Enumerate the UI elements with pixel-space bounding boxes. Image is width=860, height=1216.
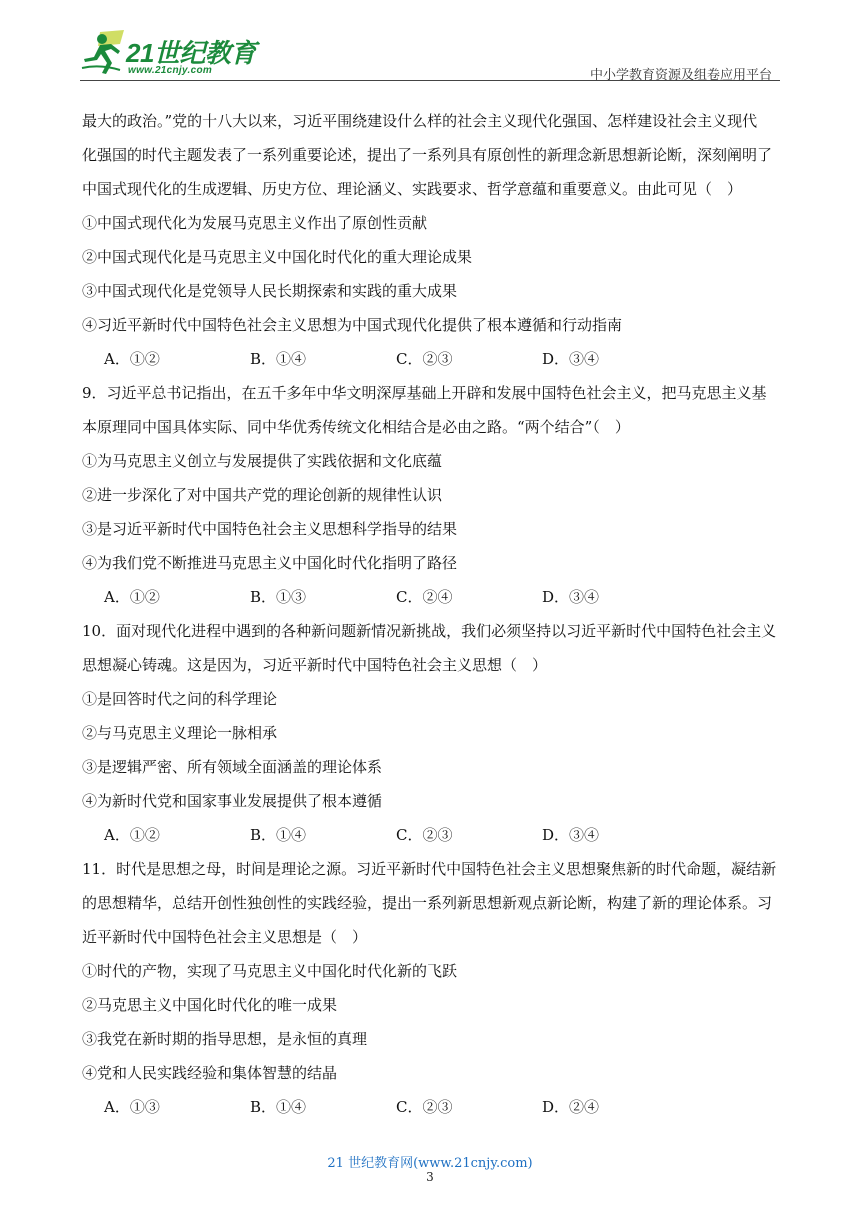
statement: ③是习近平新时代中国特色社会主义思想科学指导的结果 <box>82 520 458 538</box>
question-11 <box>82 852 782 1124</box>
statement: ④为新时代党和国家事业发展提供了根本遵循 <box>82 792 383 810</box>
stem-line: 思想凝心铸魂。这是因为，习近平新时代中国特色社会主义思想（ ） <box>82 656 548 674</box>
logo <box>80 30 256 76</box>
answer-options <box>82 818 782 852</box>
statement: ②进一步深化了对中国共产党的理论创新的规律性认识 <box>82 486 443 504</box>
option-b: B．①④ <box>250 826 307 844</box>
runner-logo-icon <box>80 30 128 76</box>
page-header <box>80 30 780 82</box>
option-d: D．③④ <box>542 826 600 844</box>
logo-url: www.21cnjy.com <box>128 65 213 76</box>
option-c: C．②④ <box>396 588 453 606</box>
stem-line: 的思想精华，总结开创性独创性的实践经验，提出一系列新思想新观点新论断，构建了新的理论体系。习 <box>82 894 773 912</box>
page-number: 3 <box>426 1170 434 1184</box>
answer-options <box>82 1090 782 1124</box>
question-10 <box>82 614 782 852</box>
stem-line: 9．习近平总书记指出，在五千多年中华文明深厚基础上开辟和发展中国特色社会主义，把马克思主义基 <box>82 384 767 402</box>
logo-text: 21世纪教育 <box>126 38 256 68</box>
statement: ②中国式现代化是马克思主义中国化时代化的重大理论成果 <box>82 248 473 266</box>
option-b: B．①④ <box>250 1098 307 1116</box>
statement: ①是回答时代之问的科学理论 <box>82 690 278 708</box>
statement: ①中国式现代化为发展马克思主义作出了原创性贡献 <box>82 214 428 232</box>
option-c: C．②③ <box>396 826 453 844</box>
option-b: B．①③ <box>250 588 307 606</box>
option-d: D．③④ <box>542 588 600 606</box>
option-d: D．②④ <box>542 1098 600 1116</box>
header-divider <box>80 80 780 81</box>
stem-line: 中国式现代化的生成逻辑、历史方位、理论涵义、实践要求、哲学意蕴和重要意义。由此可见（ ） <box>82 180 743 198</box>
option-c: C．②③ <box>396 350 453 368</box>
statement: ④党和人民实践经验和集体智慧的结晶 <box>82 1064 338 1082</box>
option-a: A．①② <box>104 826 160 844</box>
question-9 <box>82 376 782 614</box>
stem-line: 最大的政治。”党的十八大以来，习近平围绕建设什么样的社会主义现代化强国、怎样建设社会主义现代 <box>82 112 758 130</box>
document-body <box>82 104 782 1124</box>
answer-options <box>82 580 782 614</box>
platform-name: 中小学教育资源及组卷应用平台 <box>589 68 772 83</box>
stem-line: 本原理同中国具体实际、同中华优秀传统文化相结合是必由之路。“两个结合”（ ） <box>82 418 630 436</box>
footer-source-link[interactable]: 21 世纪教育网(www.21cnjy.com) <box>327 1156 533 1171</box>
option-d: D．③④ <box>542 350 600 368</box>
statement: ②与马克思主义理论一脉相承 <box>82 724 278 742</box>
answer-options <box>82 342 782 376</box>
option-a: A．①③ <box>104 1098 160 1116</box>
statement: ③是逻辑严密、所有领域全面涵盖的理论体系 <box>82 758 383 776</box>
statement: ③中国式现代化是党领导人民长期探索和实践的重大成果 <box>82 282 458 300</box>
statement: ②马克思主义中国化时代化的唯一成果 <box>82 996 338 1014</box>
stem-line: 11．时代是思想之母，时间是理论之源。习近平新时代中国特色社会主义思想聚焦新的时代命题，凝结新 <box>82 860 777 878</box>
option-a: A．①② <box>104 350 160 368</box>
statement: ③我党在新时期的指导思想，是永恒的真理 <box>82 1030 368 1048</box>
statement: ④为我们党不断推进马克思主义中国化时代化指明了路径 <box>82 554 458 572</box>
question-8-continued <box>82 104 782 376</box>
statement: ④习近平新时代中国特色社会主义思想为中国式现代化提供了根本遵循和行动指南 <box>82 316 623 334</box>
stem-line: 化强国的时代主题发表了一系列重要论述，提出了一系列具有原创性的新理念新思想新论断，深刻阐明了 <box>82 146 773 164</box>
option-a: A．①② <box>104 588 160 606</box>
option-b: B．①④ <box>250 350 307 368</box>
statement: ①为马克思主义创立与发展提供了实践依据和文化底蕴 <box>82 452 443 470</box>
stem-line: 近平新时代中国特色社会主义思想是（ ） <box>82 928 368 946</box>
option-c: C．②③ <box>396 1098 453 1116</box>
statement: ①时代的产物，实现了马克思主义中国化时代化新的飞跃 <box>82 962 458 980</box>
stem-line: 10．面对现代化进程中遇到的各种新问题新情况新挑战，我们必须坚持以习近平新时代中国特色社会主义 <box>82 622 777 640</box>
